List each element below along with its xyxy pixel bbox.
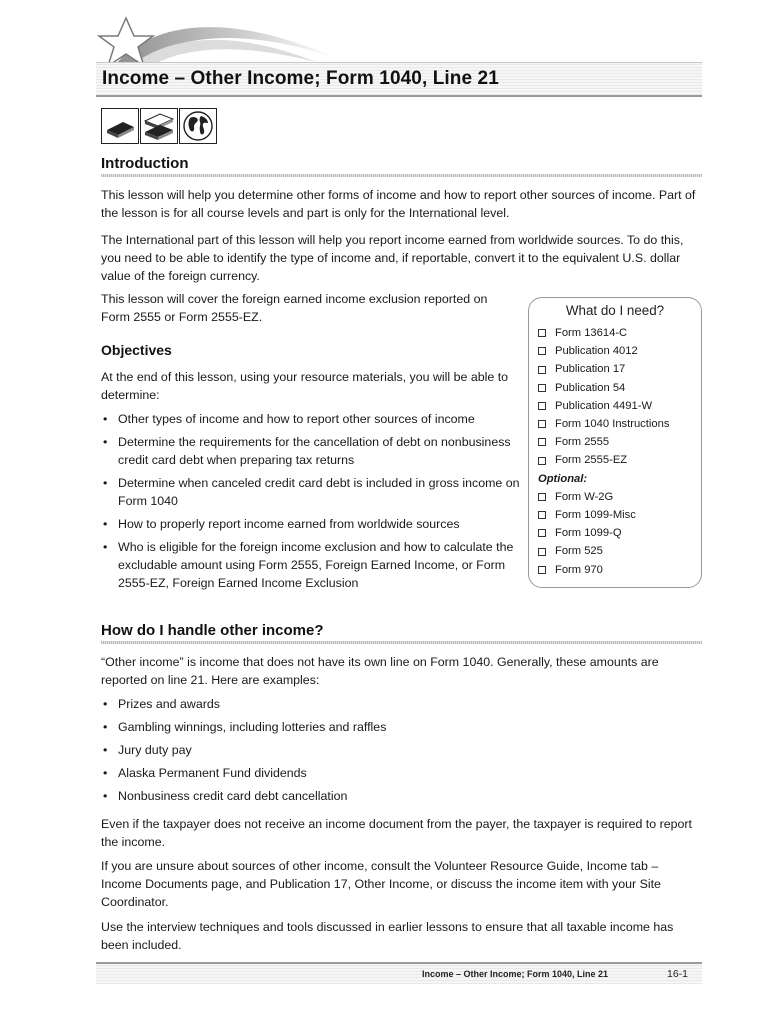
checklist-item: Publication 4012 [538, 342, 669, 360]
checkbox-icon[interactable] [538, 457, 546, 465]
objectives-list [101, 410, 523, 592]
intro-paragraph-1: This lesson will help you determine other forms of income and how to report other sources of income. Part of the lesson is for all course levels and part is only for the International level. [101, 188, 696, 220]
checklist-item: Form 1040 Instructions [538, 415, 669, 433]
checklist-item: Publication 54 [538, 379, 669, 397]
checkbox-icon[interactable] [538, 548, 546, 556]
checkbox-icon[interactable] [538, 438, 546, 446]
list-item: • Alaska Permanent Fund dividends [101, 762, 702, 785]
handle-heading: How do I handle other income? [101, 622, 324, 639]
checklist-item: Form 525 [538, 542, 669, 560]
checkbox-icon[interactable] [538, 566, 546, 574]
course-level-icons [101, 108, 217, 144]
checkbox-icon[interactable] [538, 384, 546, 392]
checkbox-icon[interactable] [538, 329, 546, 337]
objectives-heading: Objectives [101, 342, 172, 358]
checklist-item: Form W-2G [538, 488, 669, 506]
checklist-item: Form 13614-C [538, 324, 669, 342]
handle-paragraph-4: Use the interview techniques and tools discussed in earlier lessons to ensure that all taxable income has been included. [101, 920, 674, 952]
list-item: • Other types of income and how to report other sources of income [101, 410, 523, 428]
page-footer [96, 962, 702, 984]
optional-label: Optional: [538, 472, 588, 485]
checkbox-icon[interactable] [538, 493, 546, 501]
intro-heading: Introduction [101, 155, 189, 172]
list-item: • Jury duty pay [101, 739, 702, 762]
footer-title: Income – Other Income; Form 1040, Line 21 [422, 969, 609, 979]
handle-paragraph-1: “Other income” is income that does not have its own line on Form 1040. Generally, these amounts are reported on line 21. Here are examples: [101, 655, 659, 687]
list-item: • Determine when canceled credit card debt is included in gross income on Form 1040 [101, 474, 523, 510]
need-box-title: What do I need? [565, 303, 665, 318]
globe-icon [179, 108, 217, 144]
handle-paragraph-2: Even if the taxpayer does not receive an income document from the payer, the taxpayer is required to report the income. [101, 817, 692, 849]
checklist-item: Publication 17 [538, 360, 669, 378]
checklist-item: Form 1099-Q [538, 524, 669, 542]
checkbox-icon[interactable] [538, 366, 546, 374]
list-item: • Who is eligible for the foreign income exclusion and how to calculate the excludable amount using Form 2555, Foreign Earned Income, or Form 2555-EZ, Foreign Earned Income Exclusion [101, 538, 523, 592]
checklist-item: Form 970 [538, 561, 669, 579]
intro-paragraph-3: This lesson will cover the foreign earned income exclusion reported on Form 2555 or Form 2555-EZ. [101, 292, 488, 324]
checkbox-icon[interactable] [538, 529, 546, 537]
checkbox-icon[interactable] [538, 511, 546, 519]
need-checklist [538, 324, 669, 579]
checklist-item: Publication 4491-W [538, 397, 669, 415]
intro-rule [101, 174, 702, 177]
checklist-item: Form 2555-EZ [538, 451, 669, 469]
what-do-i-need-box [528, 297, 702, 588]
title-bar [96, 62, 702, 97]
page-title: Income – Other Income; Form 1040, Line 21 [102, 68, 499, 89]
list-item: • Determine the requirements for the cancellation of debt on nonbusiness credit card debt when preparing tax returns [101, 433, 523, 469]
books-stack-icon [140, 108, 178, 144]
list-item: • Nonbusiness credit card debt cancellation [101, 785, 702, 808]
checklist-item: Form 2555 [538, 433, 669, 451]
objectives-lead: At the end of this lesson, using your resource materials, you will be able to determine: [101, 370, 509, 402]
intro-paragraph-2: The International part of this lesson will help you report income earned from worldwide sources. To do this, you need to be able to identify the type of income and, if reportable, convert it to the equivalent U.S. dollar value of the foreign currency. [101, 233, 684, 283]
list-item: • Gambling winnings, including lotteries and raffles [101, 716, 702, 739]
checkbox-icon[interactable] [538, 402, 546, 410]
handle-paragraph-3: If you are unsure about sources of other income, consult the Volunteer Resource Guide, Income tab – Income Documents page, and Publication 17, Other Income, or discuss the income item with your Site Coordinator. [101, 859, 661, 909]
checkbox-icon[interactable] [538, 347, 546, 355]
checklist-item: Form 1099-Misc [538, 506, 669, 524]
other-income-examples [101, 693, 702, 808]
list-item: • How to properly report income earned from worldwide sources [101, 515, 523, 533]
book-closed-icon [101, 108, 139, 144]
page-number: 16-1 [666, 968, 688, 980]
list-item: • Prizes and awards [101, 693, 702, 716]
checkbox-icon[interactable] [538, 420, 546, 428]
handle-rule [101, 641, 702, 644]
